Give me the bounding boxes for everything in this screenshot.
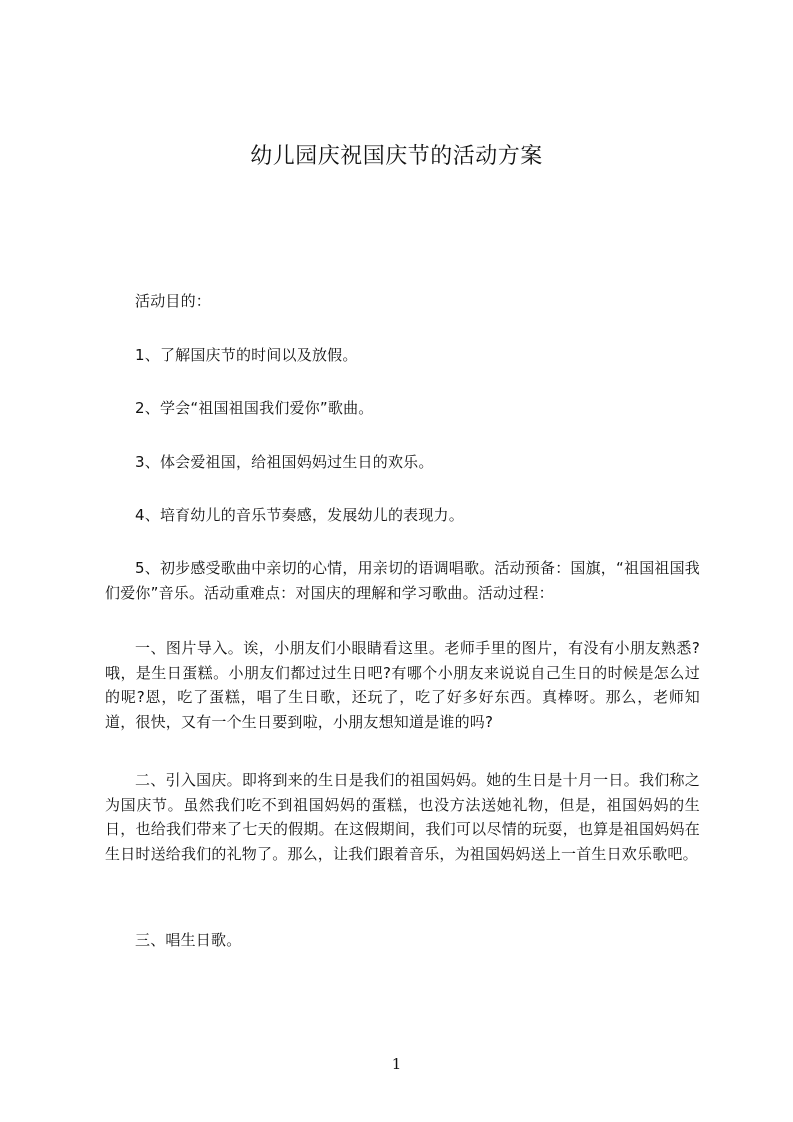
paragraph-activity-goals-heading: 活动目的： xyxy=(135,292,212,310)
paragraph-step-1-picture-intro: 一、图片导入。诶，小朋友们小眼睛看这里。老师手里的图片，有没有小朋友熟悉?哦，是生日蛋糕。小朋友们都过过生日吧?有哪个小朋友来说说自己生日的时候是怎么过的呢?恩，吃了蛋糕，唱了生日歌，还玩了，吃了好多好东西。真棒呀。那么，老师知道，很快，又有一个生日要到啦，小朋友想知道是谁的吗? xyxy=(105,639,700,731)
document-title: 幼儿园庆祝国庆节的活动方案 xyxy=(250,144,543,169)
page-number: 1 xyxy=(391,1055,402,1073)
paragraph-step-3-birthday-song: 三、唱生日歌。 xyxy=(135,931,242,949)
paragraph-goal-3: 3、体会爱祖国，给祖国妈妈过生日的欢乐。 xyxy=(135,453,434,471)
paragraph-goal-1: 1、了解国庆节的时间以及放假。 xyxy=(135,346,358,364)
paragraph-step-2-national-day: 二、引入国庆。即将到来的生日是我们的祖国妈妈。她的生日是十月一日。我们称之为国庆节。虽然我们吃不到祖国妈妈的蛋糕，也没方法送她礼物，但是，祖国妈妈的生日，也给我们带来了七天的假期。在这假期间，我们可以尽情的玩耍，也算是祖国妈妈在生日时送给我们的礼物了。那么，让我们跟着音乐，为祖国妈妈送上一首生日欢乐歌吧。 xyxy=(105,771,700,863)
paragraph-goal-5-and-preparation: 5、初步感受歌曲中亲切的心情，用亲切的语调唱歌。活动预备：国旗，“祖国祖国我们爱你”音乐。活动重难点：对国庆的理解和学习歌曲。活动过程： xyxy=(105,559,700,602)
paragraph-goal-4: 4、培育幼儿的音乐节奏感，发展幼儿的表现力。 xyxy=(135,506,464,524)
paragraph-goal-2: 2、学会“祖国祖国我们爱你”歌曲。 xyxy=(135,399,374,417)
